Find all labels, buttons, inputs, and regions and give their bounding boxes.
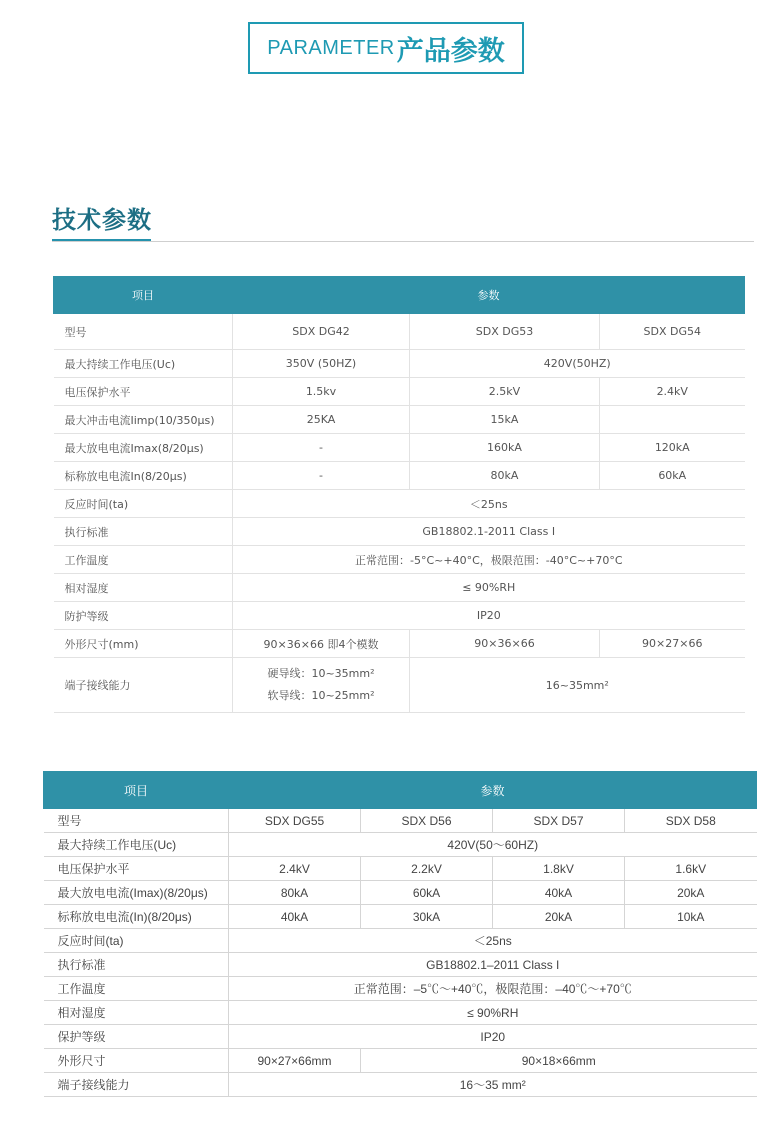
table-row	[44, 1049, 757, 1073]
row-label: 最大持续工作电压(Uc)	[54, 350, 233, 378]
row-label: 端子接线能力	[54, 658, 233, 713]
table-cell: -	[233, 434, 410, 462]
table-cell: 40kA	[229, 905, 361, 929]
table-cell: 1.5kv	[233, 378, 410, 406]
row-label: 最大冲击电流Iimp(10/350μs)	[54, 406, 233, 434]
table-row	[44, 977, 757, 1001]
table-cell: 正常范围：–5℃～+40℃，极限范围：–40℃～+70℃	[229, 977, 757, 1001]
table-row	[44, 881, 757, 905]
row-label: 工作温度	[54, 546, 233, 574]
table-row	[44, 857, 757, 881]
table-row	[44, 929, 757, 953]
table-cell: 120kA	[600, 434, 745, 462]
table-cell: 90×18×66mm	[361, 1049, 757, 1073]
table-cell	[600, 406, 745, 434]
spec-table-dg	[53, 276, 745, 713]
table-cell: ＜25ns	[229, 929, 757, 953]
table-cell: SDX D58	[625, 809, 757, 833]
row-label: 最大放电电流(Imax)(8/20μs)	[44, 881, 229, 905]
row-label: 反应时间(ta)	[44, 929, 229, 953]
table-cell: 20kA	[625, 881, 757, 905]
header-param: 参数	[229, 772, 757, 809]
table-cell: GB18802.1-2011 Class I	[233, 518, 745, 546]
row-label: 防护等级	[54, 602, 233, 630]
table-cell: SDX D56	[361, 809, 493, 833]
table-row	[54, 630, 745, 658]
table-cell: 2.4kV	[229, 857, 361, 881]
table-cell: 16～35 mm²	[229, 1073, 757, 1097]
row-label: 执行标准	[54, 518, 233, 546]
table-row	[54, 434, 745, 462]
table-cell: 80kA	[229, 881, 361, 905]
table-row	[54, 350, 745, 378]
table-cell: SDX DG42	[233, 314, 410, 350]
table-cell: ＜25ns	[233, 490, 745, 518]
header-item: 项目	[54, 277, 233, 314]
table-row	[54, 378, 745, 406]
row-label: 反应时间(ta)	[54, 490, 233, 518]
soft-wire-spec: 软导线：10~25mm²	[267, 689, 375, 702]
table-cell: SDX DG55	[229, 809, 361, 833]
spec-table-d	[43, 771, 757, 1097]
table-cell: IP20	[233, 602, 745, 630]
table-cell: 1.8kV	[493, 857, 625, 881]
row-label: 最大放电电流Imax(8/20μs)	[54, 434, 233, 462]
header-item: 项目	[44, 772, 229, 809]
row-label: 标称放电电流In(8/20μs)	[54, 462, 233, 490]
table-row	[44, 905, 757, 929]
table-cell: 160kA	[410, 434, 600, 462]
table-cell: 1.6kV	[625, 857, 757, 881]
row-label: 标称放电电流(In)(8/20μs)	[44, 905, 229, 929]
table-row	[44, 809, 757, 833]
table-cell: 16~35mm²	[410, 658, 745, 713]
banner-chinese-title: 产品参数	[396, 35, 505, 67]
table-cell: IP20	[229, 1025, 757, 1049]
table-row	[54, 574, 745, 602]
table-row	[44, 953, 757, 977]
table-cell: 90×27×66	[600, 630, 745, 658]
section-title: 技术参数	[52, 206, 152, 234]
table-row	[54, 546, 745, 574]
table-cell: 420V(50HZ)	[410, 350, 745, 378]
table-row	[54, 314, 745, 350]
table-row	[44, 1073, 757, 1097]
table-row	[54, 406, 745, 434]
row-label: 端子接线能力	[44, 1073, 229, 1097]
table-row	[54, 602, 745, 630]
table-cell: 90×27×66mm	[229, 1049, 361, 1073]
row-label: 相对湿度	[44, 1001, 229, 1025]
table-header-row	[54, 277, 745, 314]
row-label: 执行标准	[44, 953, 229, 977]
table-row	[54, 490, 745, 518]
table-cell: SDX DG53	[410, 314, 600, 350]
table-row	[44, 833, 757, 857]
header-param: 参数	[233, 277, 745, 314]
row-label: 相对湿度	[54, 574, 233, 602]
table-cell: 40kA	[493, 881, 625, 905]
table-cell: 420V(50～60HZ)	[229, 833, 757, 857]
table-row	[44, 1001, 757, 1025]
table-cell	[233, 658, 410, 713]
table-cell: ≤ 90%RH	[229, 1001, 757, 1025]
table-cell: 90×36×66	[410, 630, 600, 658]
table-cell: 60kA	[600, 462, 745, 490]
table-row	[54, 658, 745, 713]
banner-english-title: PARAMETER	[267, 36, 395, 59]
table-cell: -	[233, 462, 410, 490]
row-label: 型号	[54, 314, 233, 350]
row-label: 外形尺寸(mm)	[54, 630, 233, 658]
table-cell: ≤ 90%RH	[233, 574, 745, 602]
table-cell: SDX D57	[493, 809, 625, 833]
table-cell: 2.2kV	[361, 857, 493, 881]
table-cell: 正常范围：-5°C~+40°C，极限范围：-40°C~+70°C	[233, 546, 745, 574]
table-cell: 10kA	[625, 905, 757, 929]
row-label: 电压保护水平	[44, 857, 229, 881]
table-cell: 30kA	[361, 905, 493, 929]
table-row	[44, 1025, 757, 1049]
table-row	[54, 518, 745, 546]
table-header-row	[44, 772, 757, 809]
row-label: 电压保护水平	[54, 378, 233, 406]
table-cell: 15kA	[410, 406, 600, 434]
table-cell: 60kA	[361, 881, 493, 905]
table-cell: 20kA	[493, 905, 625, 929]
table-cell: 90×36×66 即4个模数	[233, 630, 410, 658]
table-cell: 350V (50HZ)	[233, 350, 410, 378]
table-cell: 80kA	[410, 462, 600, 490]
row-label: 最大持续工作电压(Uc)	[44, 833, 229, 857]
table-cell: 2.4kV	[600, 378, 745, 406]
parameter-banner	[248, 22, 524, 74]
section-divider	[52, 241, 754, 242]
table-cell: GB18802.1–2011 Class I	[229, 953, 757, 977]
row-label: 外形尺寸	[44, 1049, 229, 1073]
row-label: 工作温度	[44, 977, 229, 1001]
table-row	[54, 462, 745, 490]
hard-wire-spec: 硬导线：10~35mm²	[267, 667, 375, 680]
table-cell: 2.5kV	[410, 378, 600, 406]
row-label: 保护等级	[44, 1025, 229, 1049]
table-cell: SDX DG54	[600, 314, 745, 350]
table-cell: 25KA	[233, 406, 410, 434]
row-label: 型号	[44, 809, 229, 833]
